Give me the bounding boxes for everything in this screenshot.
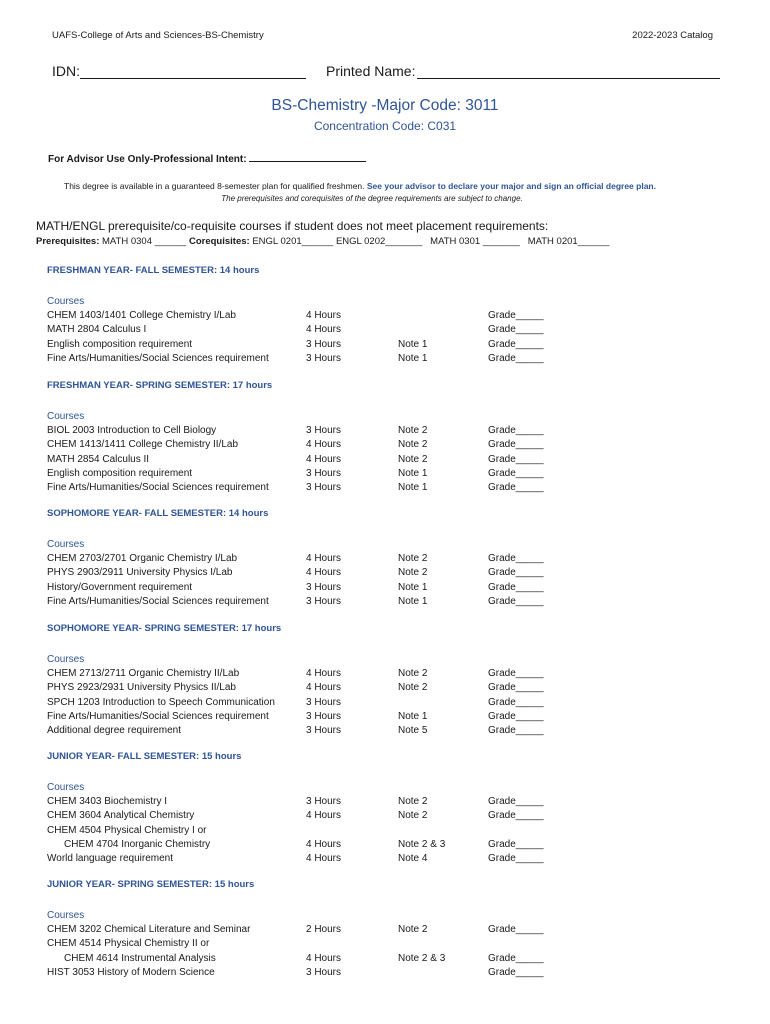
course-row xyxy=(47,838,567,852)
course-grade[interactable]: Grade_____ xyxy=(488,966,544,978)
course-name: MATH 2804 Calculus I xyxy=(47,324,147,336)
course-name: CHEM 3604 Analytical Chemistry xyxy=(47,810,195,822)
page-header xyxy=(52,30,713,44)
course-note: Note 2 xyxy=(398,924,428,935)
semester-block xyxy=(47,879,567,980)
course-name: History/Government requirement xyxy=(47,581,193,593)
course-hours: 3 Hours xyxy=(306,352,342,364)
header-program: UAFS-College of Arts and Sciences-BS-Chemistry xyxy=(52,30,264,41)
id-row xyxy=(52,63,720,83)
course-name: CHEM 1403/1401 College Chemistry I/Lab xyxy=(47,310,236,321)
course-note: Note 2 & 3 xyxy=(398,838,446,850)
course-name: CHEM 1413/1411 College Chemistry II/Lab xyxy=(47,439,239,451)
course-row xyxy=(47,696,567,710)
printed-name-label: Printed Name: xyxy=(326,63,416,79)
course-name: Fine Arts/Humanities/Social Sciences requirement xyxy=(47,710,269,722)
course-note: Note 2 & 3 xyxy=(398,952,446,964)
course-hours: 4 Hours xyxy=(306,838,342,850)
course-name: CHEM 4504 Physical Chemistry I or xyxy=(47,824,207,836)
course-grade[interactable]: Grade_____ xyxy=(488,581,544,593)
course-grade[interactable]: Grade_____ xyxy=(488,810,544,822)
course-hours: 4 Hours xyxy=(306,567,342,579)
course-note: Note 1 xyxy=(398,710,428,722)
course-row xyxy=(47,852,567,866)
course-hours: 4 Hours xyxy=(306,453,342,465)
courses-heading: Courses xyxy=(47,654,85,665)
course-hours: 3 Hours xyxy=(306,725,342,737)
course-hours: 3 Hours xyxy=(306,710,342,722)
advisor-intent xyxy=(48,152,366,165)
course-row xyxy=(47,424,567,438)
semester-title: JUNIOR YEAR- FALL SEMESTER: 15 hours xyxy=(47,751,242,762)
course-note: Note 2 xyxy=(398,453,428,465)
course-name: Fine Arts/Humanities/Social Sciences requirement xyxy=(47,482,269,494)
coreq-label: Corequisites: xyxy=(188,236,250,247)
math-engl-heading: MATH/ENGL prerequisite/co-requisite courses if student does not meet placement requirements: xyxy=(36,219,549,233)
course-name: SPCH 1203 Introduction to Speech Communication xyxy=(47,696,275,708)
course-row xyxy=(47,937,567,951)
course-hours: 4 Hours xyxy=(306,668,342,679)
course-hours: 4 Hours xyxy=(306,952,342,964)
course-note: Note 1 xyxy=(398,467,428,479)
advisor-intent-field[interactable] xyxy=(249,152,366,162)
course-hours: 3 Hours xyxy=(306,482,342,494)
course-note: Note 1 xyxy=(398,338,428,350)
course-row xyxy=(47,352,567,366)
course-grade[interactable]: Grade_____ xyxy=(488,567,544,579)
course-hours: 3 Hours xyxy=(306,338,342,350)
course-grade[interactable]: Grade_____ xyxy=(488,696,544,708)
course-hours: 3 Hours xyxy=(306,425,342,436)
course-name: PHYS 2903/2911 University Physics I/Lab xyxy=(47,567,233,579)
semester-block xyxy=(47,751,567,866)
idn-label: IDN: xyxy=(52,63,80,79)
concentration-code: Concentration Code: C031 xyxy=(313,119,457,133)
semester-title: SOPHOMORE YEAR- SPRING SEMESTER: 17 hours xyxy=(47,623,282,634)
course-note: Note 1 xyxy=(398,482,428,494)
course-row xyxy=(47,453,567,467)
course-note: Note 2 xyxy=(398,567,428,579)
courses-heading: Courses xyxy=(47,296,85,307)
course-hours: 3 Hours xyxy=(306,796,342,807)
course-grade[interactable]: Grade_____ xyxy=(488,338,544,350)
course-row xyxy=(47,595,567,609)
course-grade[interactable]: Grade_____ xyxy=(488,310,544,321)
course-grade[interactable]: Grade_____ xyxy=(488,467,544,479)
course-grade[interactable]: Grade_____ xyxy=(488,439,544,451)
course-grade[interactable]: Grade_____ xyxy=(488,352,544,364)
courses-heading: Courses xyxy=(47,782,85,793)
course-row xyxy=(47,481,567,495)
course-row xyxy=(47,309,567,323)
semester-block xyxy=(47,265,567,366)
course-name: CHEM 2713/2711 Organic Chemistry II/Lab xyxy=(47,668,240,679)
advisor-label: For Advisor Use Only-Professional Intent: xyxy=(48,154,247,165)
page-title: BS-Chemistry -Major Code: 3011 xyxy=(271,97,499,114)
course-row xyxy=(47,438,567,452)
semester-block xyxy=(47,623,567,738)
course-name: MATH 2854 Calculus II xyxy=(47,453,150,465)
course-row xyxy=(47,966,567,980)
course-note: Note 2 xyxy=(398,439,428,451)
course-note: Note 2 xyxy=(398,668,428,679)
course-hours: 2 Hours xyxy=(306,924,342,935)
course-hours: 4 Hours xyxy=(306,682,342,694)
course-row xyxy=(47,467,567,481)
course-row xyxy=(47,552,567,566)
course-note: Note 1 xyxy=(398,352,428,364)
course-note: Note 2 xyxy=(398,810,428,822)
course-note: Note 1 xyxy=(398,595,428,607)
course-hours: 4 Hours xyxy=(306,310,342,321)
course-hours: 3 Hours xyxy=(306,467,342,479)
course-grade[interactable]: Grade_____ xyxy=(488,924,544,935)
course-grade[interactable]: Grade_____ xyxy=(488,838,544,850)
course-hours: 4 Hours xyxy=(306,324,342,336)
course-note: Note 5 xyxy=(398,725,428,737)
semester-title: FRESHMAN YEAR- FALL SEMESTER: 14 hours xyxy=(47,265,260,276)
course-name: Additional degree requirement xyxy=(47,725,181,737)
idn-field[interactable] xyxy=(80,78,306,79)
course-hours: 3 Hours xyxy=(306,966,342,978)
course-note: Note 2 xyxy=(398,796,428,807)
semester-block xyxy=(47,380,567,495)
prereq-label: Prerequisites: xyxy=(36,236,100,247)
header-catalog-year: 2022-2023 Catalog xyxy=(632,30,713,41)
semester-title: JUNIOR YEAR- SPRING SEMESTER: 15 hours xyxy=(47,879,255,890)
course-row xyxy=(47,710,567,724)
course-hours: 4 Hours xyxy=(306,853,342,865)
course-grade[interactable]: Grade_____ xyxy=(488,482,544,494)
course-grade[interactable]: Grade_____ xyxy=(488,952,544,964)
course-grade[interactable]: Grade_____ xyxy=(488,725,544,737)
semester-title: SOPHOMORE YEAR- FALL SEMESTER: 14 hours xyxy=(47,508,269,519)
course-note: Note 1 xyxy=(398,581,428,593)
course-row xyxy=(47,923,567,937)
guarantee-note xyxy=(0,181,720,191)
courses-heading: Courses xyxy=(47,539,85,550)
course-name: PHYS 2923/2931 University Physics II/Lab xyxy=(47,682,236,694)
course-grade[interactable]: Grade_____ xyxy=(488,453,544,465)
course-row xyxy=(47,581,567,595)
course-name: Fine Arts/Humanities/Social Sciences requirement xyxy=(47,352,269,364)
course-name: CHEM 3403 Biochemistry I xyxy=(47,796,168,807)
courses-heading: Courses xyxy=(47,411,85,422)
course-grade[interactable]: Grade_____ xyxy=(488,324,544,336)
course-name: CHEM 2703/2701 Organic Chemistry I/Lab xyxy=(47,553,238,564)
course-grade[interactable]: Grade_____ xyxy=(488,553,544,564)
course-row xyxy=(47,952,567,966)
course-row xyxy=(47,323,567,337)
semester-title: FRESHMAN YEAR- SPRING SEMESTER: 17 hours xyxy=(47,380,273,391)
course-row xyxy=(47,795,567,809)
course-grade[interactable]: Grade_____ xyxy=(488,796,544,807)
course-name: HIST 3053 History of Modern Science xyxy=(47,966,215,978)
semester-block xyxy=(47,508,567,609)
course-grade[interactable]: Grade_____ xyxy=(488,710,544,722)
course-name: English composition requirement xyxy=(47,467,193,479)
printed-name-field[interactable] xyxy=(417,78,720,79)
course-row xyxy=(47,667,567,681)
course-hours: 4 Hours xyxy=(306,439,342,451)
course-name: CHEM 4704 Inorganic Chemistry xyxy=(64,838,211,850)
course-row xyxy=(47,681,567,695)
course-row xyxy=(47,724,567,738)
course-row xyxy=(47,809,567,823)
course-hours: 3 Hours xyxy=(306,595,342,607)
course-grade[interactable]: Grade_____ xyxy=(488,668,544,679)
course-hours: 4 Hours xyxy=(306,553,342,564)
course-grade[interactable]: Grade_____ xyxy=(488,853,544,865)
course-row xyxy=(47,566,567,580)
course-note: Note 2 xyxy=(398,553,428,564)
prereq-line xyxy=(36,236,609,247)
course-name: CHEM 4514 Physical Chemistry II or xyxy=(47,938,210,950)
course-grade[interactable]: Grade_____ xyxy=(488,595,544,607)
course-name: Fine Arts/Humanities/Social Sciences requirement xyxy=(47,595,269,607)
course-grade[interactable]: Grade_____ xyxy=(488,425,544,436)
course-grade[interactable]: Grade_____ xyxy=(488,682,544,694)
course-hours: 4 Hours xyxy=(306,810,342,822)
course-name: English composition requirement xyxy=(47,338,193,350)
course-row xyxy=(47,824,567,838)
prereq-value: MATH 0304 ______ xyxy=(99,236,189,247)
course-name: CHEM 4614 Instrumental Analysis xyxy=(64,952,216,964)
guarantee-advisor-text: See your advisor to declare your major and sign an official degree plan. xyxy=(366,181,656,191)
course-note: Note 2 xyxy=(398,425,428,436)
course-name: BIOL 2003 Introduction to Cell Biology xyxy=(47,425,217,436)
course-name: World language requirement xyxy=(47,853,174,865)
guarantee-text: This degree is available in a guaranteed 8-semester plan for qualified freshmen. xyxy=(64,181,365,191)
course-name: CHEM 3202 Chemical Literature and Seminar xyxy=(47,924,251,935)
course-row xyxy=(47,338,567,352)
subject-to-change-note: The prerequisites and corequisites of the degree requirements are subject to change. xyxy=(221,194,523,203)
courses-heading: Courses xyxy=(47,910,85,921)
course-hours: 3 Hours xyxy=(306,696,342,708)
course-note: Note 4 xyxy=(398,853,428,865)
course-hours: 3 Hours xyxy=(306,581,342,593)
coreq-value: ENGL 0201______ ENGL 0202_______ MATH 0301 _______ MATH 0201______ xyxy=(249,236,610,247)
course-note: Note 2 xyxy=(398,682,428,694)
